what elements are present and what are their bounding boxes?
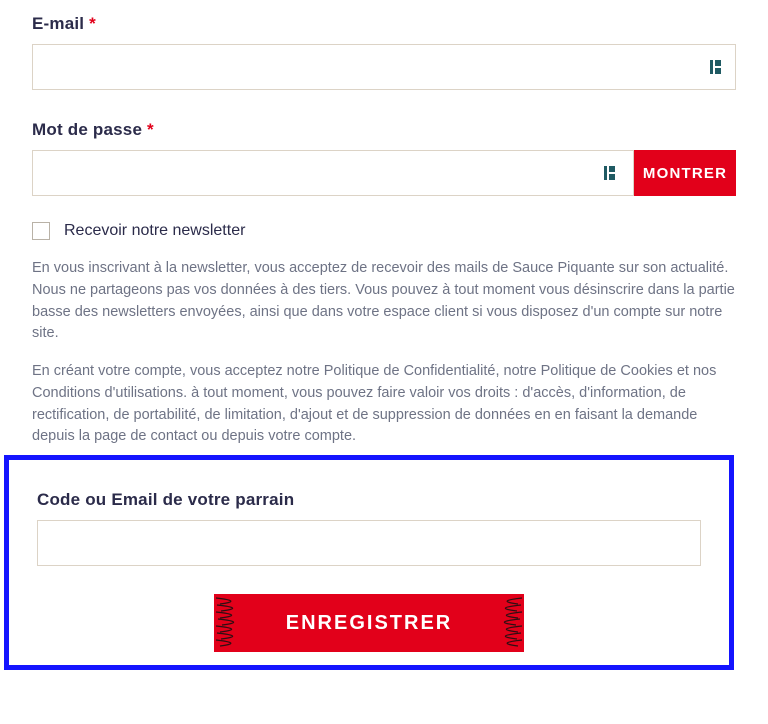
sponsor-label: Code ou Email de votre parrain — [37, 490, 295, 509]
email-label-text: E-mail — [32, 14, 85, 33]
password-label — [32, 120, 736, 140]
email-label — [32, 14, 736, 34]
newsletter-legal-text: En vous inscrivant à la newsletter, vous acceptez de recevoir des mails de Sauce Piquante sur son actualité. Nous ne partageons pas vos données à des tiers. Vous pouvez à tout moment vous désinscrire dans la partie basse des newsletters envoyées, ainsi que dans votre espace client si vous disposez d'un compte sur notre site. — [32, 260, 735, 342]
register-submit-button[interactable] — [214, 594, 524, 652]
sponsor-input-row — [37, 520, 701, 566]
scribble-decoration-icon — [482, 594, 524, 652]
scribble-decoration-icon — [214, 594, 256, 652]
account-legal-text: En créant votre compte, vous acceptez notre Politique de Confidentialité, notre Politique de Cookies et nos Conditions d'utilisations. à tout moment, vous pouvez faire valoir vos droits : d'accès, d'information, de rectification, de portabilité, de limitation, d'ajout et de suppression de données en en faisant la demande depuis la page de contact ou depuis votre compte. — [32, 363, 717, 445]
highlight-region — [4, 455, 734, 670]
password-input-row — [32, 150, 736, 196]
sponsor-input[interactable] — [37, 520, 701, 566]
sponsor-section — [9, 460, 729, 665]
show-password-button[interactable]: MONTRER — [634, 150, 736, 196]
email-input[interactable] — [32, 44, 736, 90]
newsletter-checkbox-row[interactable] — [32, 222, 736, 240]
password-input[interactable] — [32, 150, 634, 196]
email-field-group — [32, 0, 736, 90]
email-input-row — [32, 44, 736, 90]
password-field-group — [32, 120, 736, 196]
register-submit-label: ENREGISTRER — [285, 611, 453, 634]
email-required-asterisk: * — [89, 14, 96, 33]
password-label-text: Mot de passe — [32, 120, 143, 139]
newsletter-checkbox[interactable] — [32, 222, 50, 240]
newsletter-checkbox-label: Recevoir notre newsletter — [64, 222, 246, 239]
password-required-asterisk: * — [147, 120, 154, 139]
submit-button-wrap — [37, 594, 701, 652]
